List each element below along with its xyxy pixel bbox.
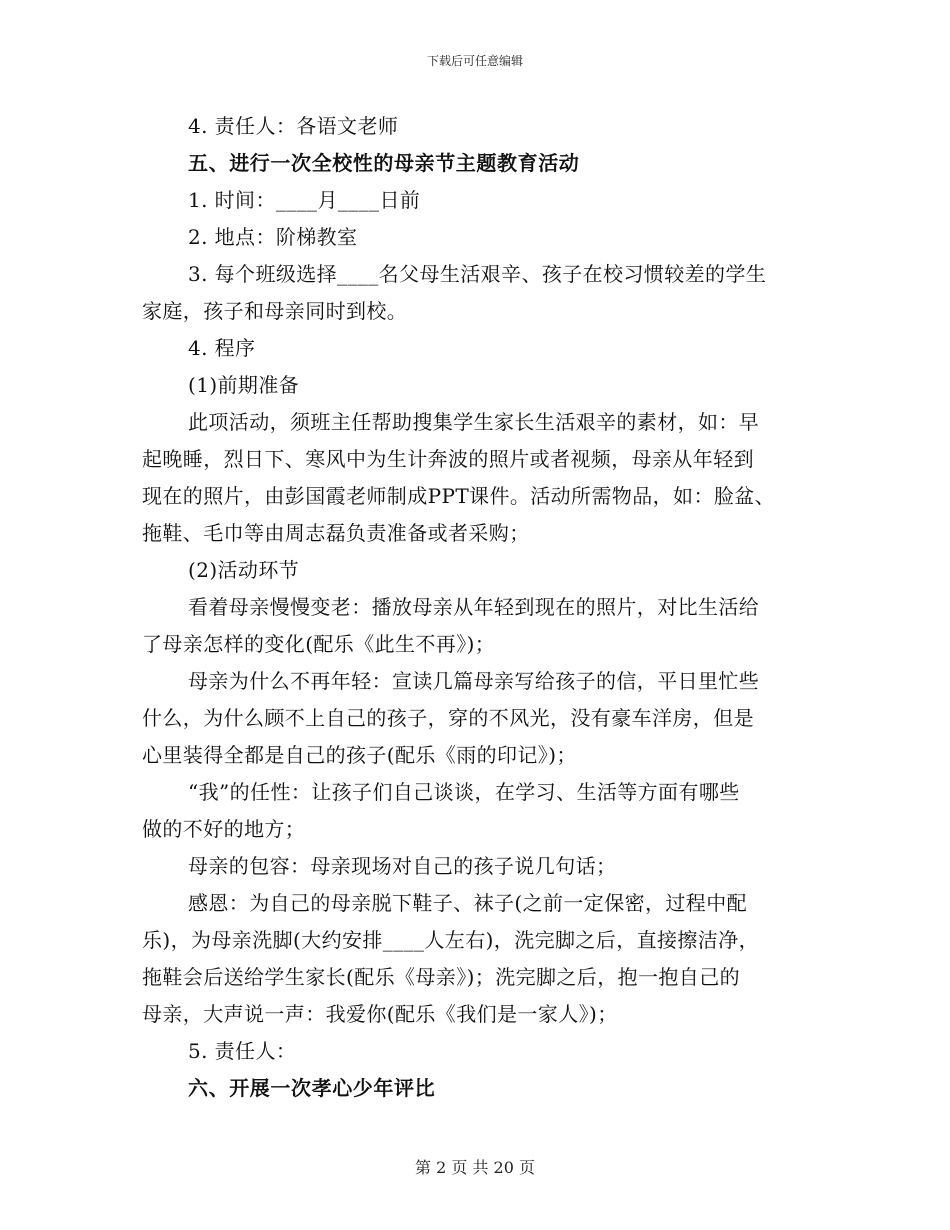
text-line: 母亲为什么不再年轻：宣读几篇母亲写给孩子的信，平日里忙些 [188, 669, 760, 693]
text-line: 了母亲怎样的变化(配乐《此生不再》)； [142, 632, 496, 656]
text-line: 4. 责任人：各语文老师 [188, 114, 399, 138]
text-line: 什么，为什么顾不上自己的孩子，穿的不风光，没有豪车洋房，但是 [142, 706, 754, 730]
text-line: (1)前期准备 [188, 373, 300, 397]
text-line: 家庭，孩子和母亲同时到校。 [142, 299, 408, 323]
text-line: 做的不好的地方； [142, 817, 306, 841]
text-line: 乐)，为母亲洗脚(大约安排____人左右)，洗完脚之后，直接擦洁净， [142, 928, 760, 952]
text-line: 5. 责任人： [188, 1039, 297, 1063]
text-line: 此项活动，须班主任帮助搜集学生家长生活艰辛的素材，如：早 [188, 410, 760, 434]
text-line: 拖鞋会后送给学生家长(配乐《母亲》)；洗完脚之后，抱一抱自己的 [142, 965, 741, 989]
text-line: 母亲的包容：母亲现场对自己的孩子说几句话； [188, 854, 617, 878]
text-line: 拖鞋、毛巾等由周志磊负责准备或者采购； [142, 521, 530, 545]
text-line: 4. 程序 [188, 336, 256, 360]
text-line: 感恩：为自己的母亲脱下鞋子、袜子(之前一定保密，过程中配 [188, 891, 748, 915]
text-line: 2. 地点：阶梯教室 [188, 225, 358, 249]
text-line: 母亲，大声说一声：我爱你(配乐《我们是一家人》)； [142, 1002, 618, 1026]
text-line: “我”的任性：让孩子们自己谈谈，在学习、生活等方面有哪些 [188, 780, 740, 804]
text-line: 现在的照片，由彭国霞老师制成PPT课件。活动所需物品，如：脸盆、 [142, 484, 776, 508]
text-line: (2)活动环节 [188, 558, 300, 582]
section-heading: 六、开展一次孝心少年评比 [188, 1076, 436, 1100]
section-heading: 五、进行一次全校性的母亲节主题教育活动 [188, 151, 580, 175]
text-line: 1. 时间：____月____日前 [188, 188, 421, 212]
text-line: 起晚睡，烈日下、寒风中为生计奔波的照片或者视频，母亲从年轻到 [142, 447, 754, 471]
page-number-footer: 第 2 页 共 20 页 [415, 1158, 535, 1177]
text-line: 看着母亲慢慢变老：播放母亲从年轻到现在的照片，对比生活给 [188, 595, 760, 619]
page-header: 下载后可任意编辑 [426, 54, 523, 68]
text-line: 心里装得全都是自己的孩子(配乐《雨的印记》)； [142, 743, 577, 767]
document-body [142, 108, 802, 1107]
text-line: 3. 每个班级选择____名父母生活艰辛、孩子在校习惯较差的学生 [188, 262, 767, 286]
